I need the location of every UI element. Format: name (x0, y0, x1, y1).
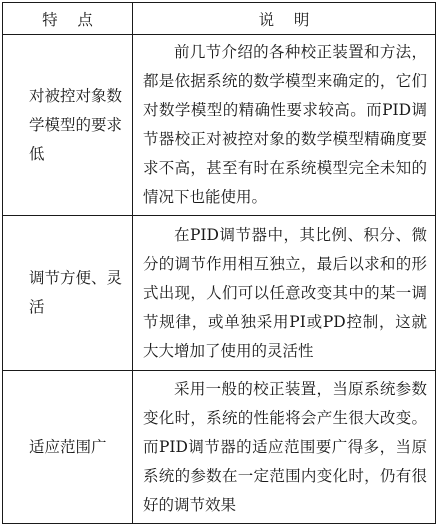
description-cell: 采用一般的校正装置，当原系统参数变化时，系统的性能将会产生很大改变。而PID调节器的适应范围要广得多，当原系统的参数在一定范围内变化时，仍有很好的调节效果 (133, 371, 436, 524)
feature-cell: 适应范围广 (3, 371, 133, 524)
description-header-label: 说 明 (258, 10, 310, 29)
feature-header-label: 特 点 (42, 10, 93, 29)
description-cell: 前几节介绍的各种校正装置和方法，都是依据系统的数学模型来确定的，它们对数学模型的精确性要求较高。而PID调节器校正对被控对象的数学模型精确度要求不高，甚至有时在系统模型完全未知的情况下也能使用。 (133, 35, 436, 216)
table-row (3, 371, 436, 524)
feature-column-header (3, 3, 133, 35)
feature-cell: 调节方便、灵活 (3, 216, 133, 371)
feature-cell: 对被控对象数学模型的要求低 (3, 35, 133, 216)
table-row (3, 216, 436, 371)
table-row (3, 35, 436, 216)
description-column-header (133, 3, 436, 35)
pid-features-table (2, 2, 436, 524)
description-cell: 在PID调节器中，其比例、积分、微分的调节作用相互独立，最后以求和的形式出现，人们可以任意改变其中的某一调节规律，或单独采用PI或PD控制，这就大大增加了使用的灵活性 (133, 216, 436, 371)
table-header-row (3, 3, 436, 35)
